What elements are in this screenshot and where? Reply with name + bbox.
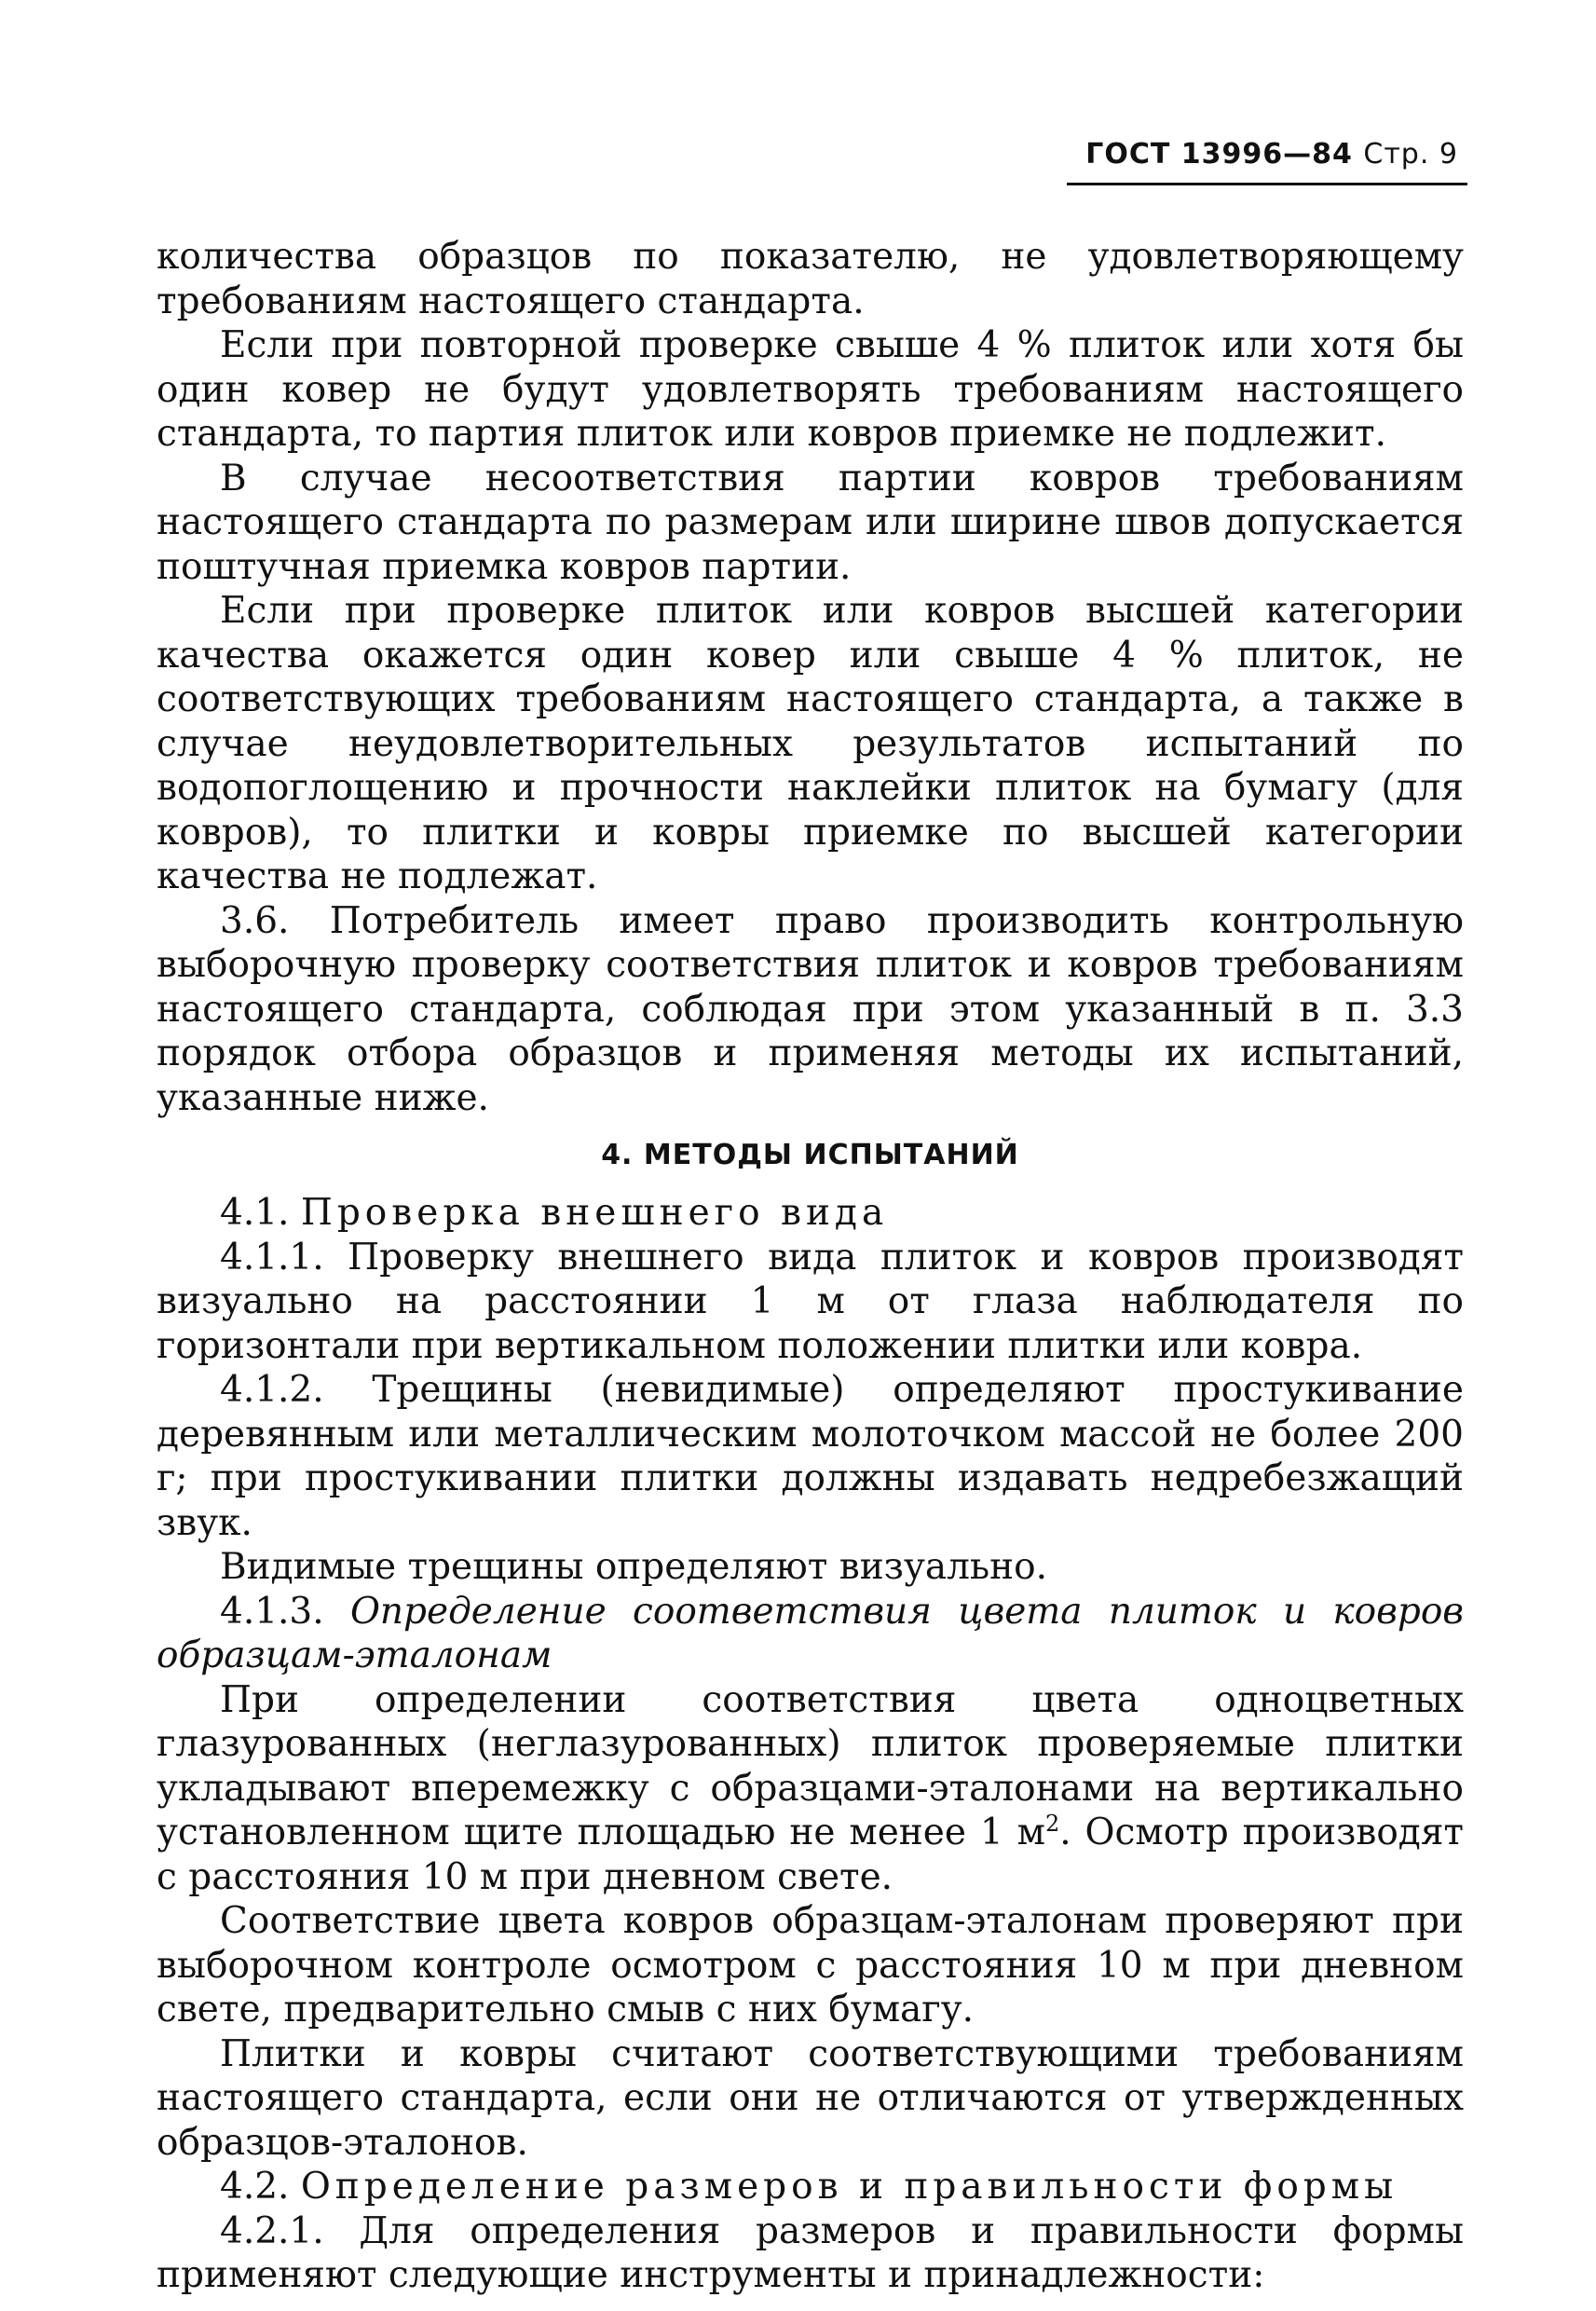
paragraph: количества образцов по показателю, не удовлетворяющему требованиям настоящего стандарта. bbox=[157, 236, 1464, 322]
paragraph: Если при повторной проверке свыше 4 % плиток или хотя бы один ковер не будут удовлетворять требованиям настоящего стандарта, то партия плиток или ковров приемке не подлежит. bbox=[157, 324, 1464, 455]
page-number: Стр. 9 bbox=[1363, 138, 1458, 171]
page-header bbox=[1085, 138, 1458, 171]
subsection-title: Определение соответствия цвета плиток и ковров образцам-эталонам bbox=[157, 1590, 1464, 1676]
paragraph: В случае несоответствия партии ковров требованиям настоящего стандарта по размерам или ширине швов допускается поштучная приемка ковров партии. bbox=[157, 457, 1464, 588]
text-run: При определении соответствия цвета одноцветных глазурованных (неглазурованных) плиток проверяемые плитки укладывают вперемежку с образцами-эталонами на вертикально установленном щите площадью не менее 1 м bbox=[157, 1678, 1464, 1853]
paragraph bbox=[157, 1678, 1464, 1900]
paragraph: Видимые трещины определяют визуально. bbox=[220, 1546, 1048, 1588]
subsection-heading-4-2 bbox=[157, 2165, 1464, 2209]
subsection-heading-4-1 bbox=[157, 1191, 1464, 1236]
paragraph-4-1-1: 4.1.1. Проверку внешнего вида плиток и ковров производят визуально на расстоянии 1 м от глаза наблюдателя по горизонтали при вертикальном положении плитки или ковра. bbox=[157, 1236, 1464, 1367]
text-run: . Осмотр производят с расстояния 10 м при дневном свете. bbox=[157, 1812, 1464, 1898]
subsection-title: Определение размеров и правильности формы bbox=[300, 2166, 1398, 2208]
section-title: 4. МЕТОДЫ ИСПЫТАНИЙ bbox=[601, 1139, 1019, 1171]
paragraph-4-2-1: 4.2.1. Для определения размеров и правильности формы применяют следующие инструменты и принадлежности: bbox=[157, 2209, 1464, 2296]
subsection-title: Проверка внешнего вида bbox=[300, 1192, 889, 1234]
subsection-number: 4.2. bbox=[220, 2166, 290, 2208]
paragraph: Соответствие цвета ковров образцам-эталонам проверяют при выборочном контроле осмотром с расстояния 10 м при дневном свете, предварительно смыв с них бумагу. bbox=[157, 1900, 1464, 2031]
subsection-number: 4.1. bbox=[220, 1192, 290, 1234]
subsection-heading-4-1-3 bbox=[157, 1590, 1464, 1678]
paragraph: Если при проверке плиток или ковров высшей категории качества окажется один ковер или свыше 4 % плиток, не соответствующих требованиям настоящего стандарта, а также в случае неудовлетворительных результатов испытаний по водопоглощению и прочности наклейки плиток на бумагу (для ковров), то плитки и ковры приемке по высшей категории качества не подлежат. bbox=[157, 590, 1464, 897]
document-body bbox=[157, 235, 1464, 2298]
header-rule bbox=[1067, 183, 1467, 185]
standard-number: ГОСТ 13996—84 bbox=[1085, 138, 1353, 171]
superscript: 2 bbox=[1044, 1811, 1060, 1837]
paragraph: Плитки и ковры считают соответствующими требованиям настоящего стандарта, если они не отличаются от утвержденных образцов-эталонов. bbox=[157, 2032, 1464, 2164]
subsection-number: 4.1.3. bbox=[220, 1590, 324, 1633]
paragraph-3-6: 3.6. Потребитель имеет право производить контрольную выборочную проверку соответствия плиток и ковров требованиям настоящего стандарта, соблюдая при этом указанный в п. 3.3 порядок отбора образцов и применяя методы их испытаний, указанные ниже. bbox=[157, 899, 1464, 1119]
paragraph-4-1-2: 4.1.2. Трещины (невидимые) определяют простукивание деревянным или металлическим молоточком массой не более 200 г; при простукивании плитки должны издавать недребезжащий звук. bbox=[157, 1369, 1464, 1544]
